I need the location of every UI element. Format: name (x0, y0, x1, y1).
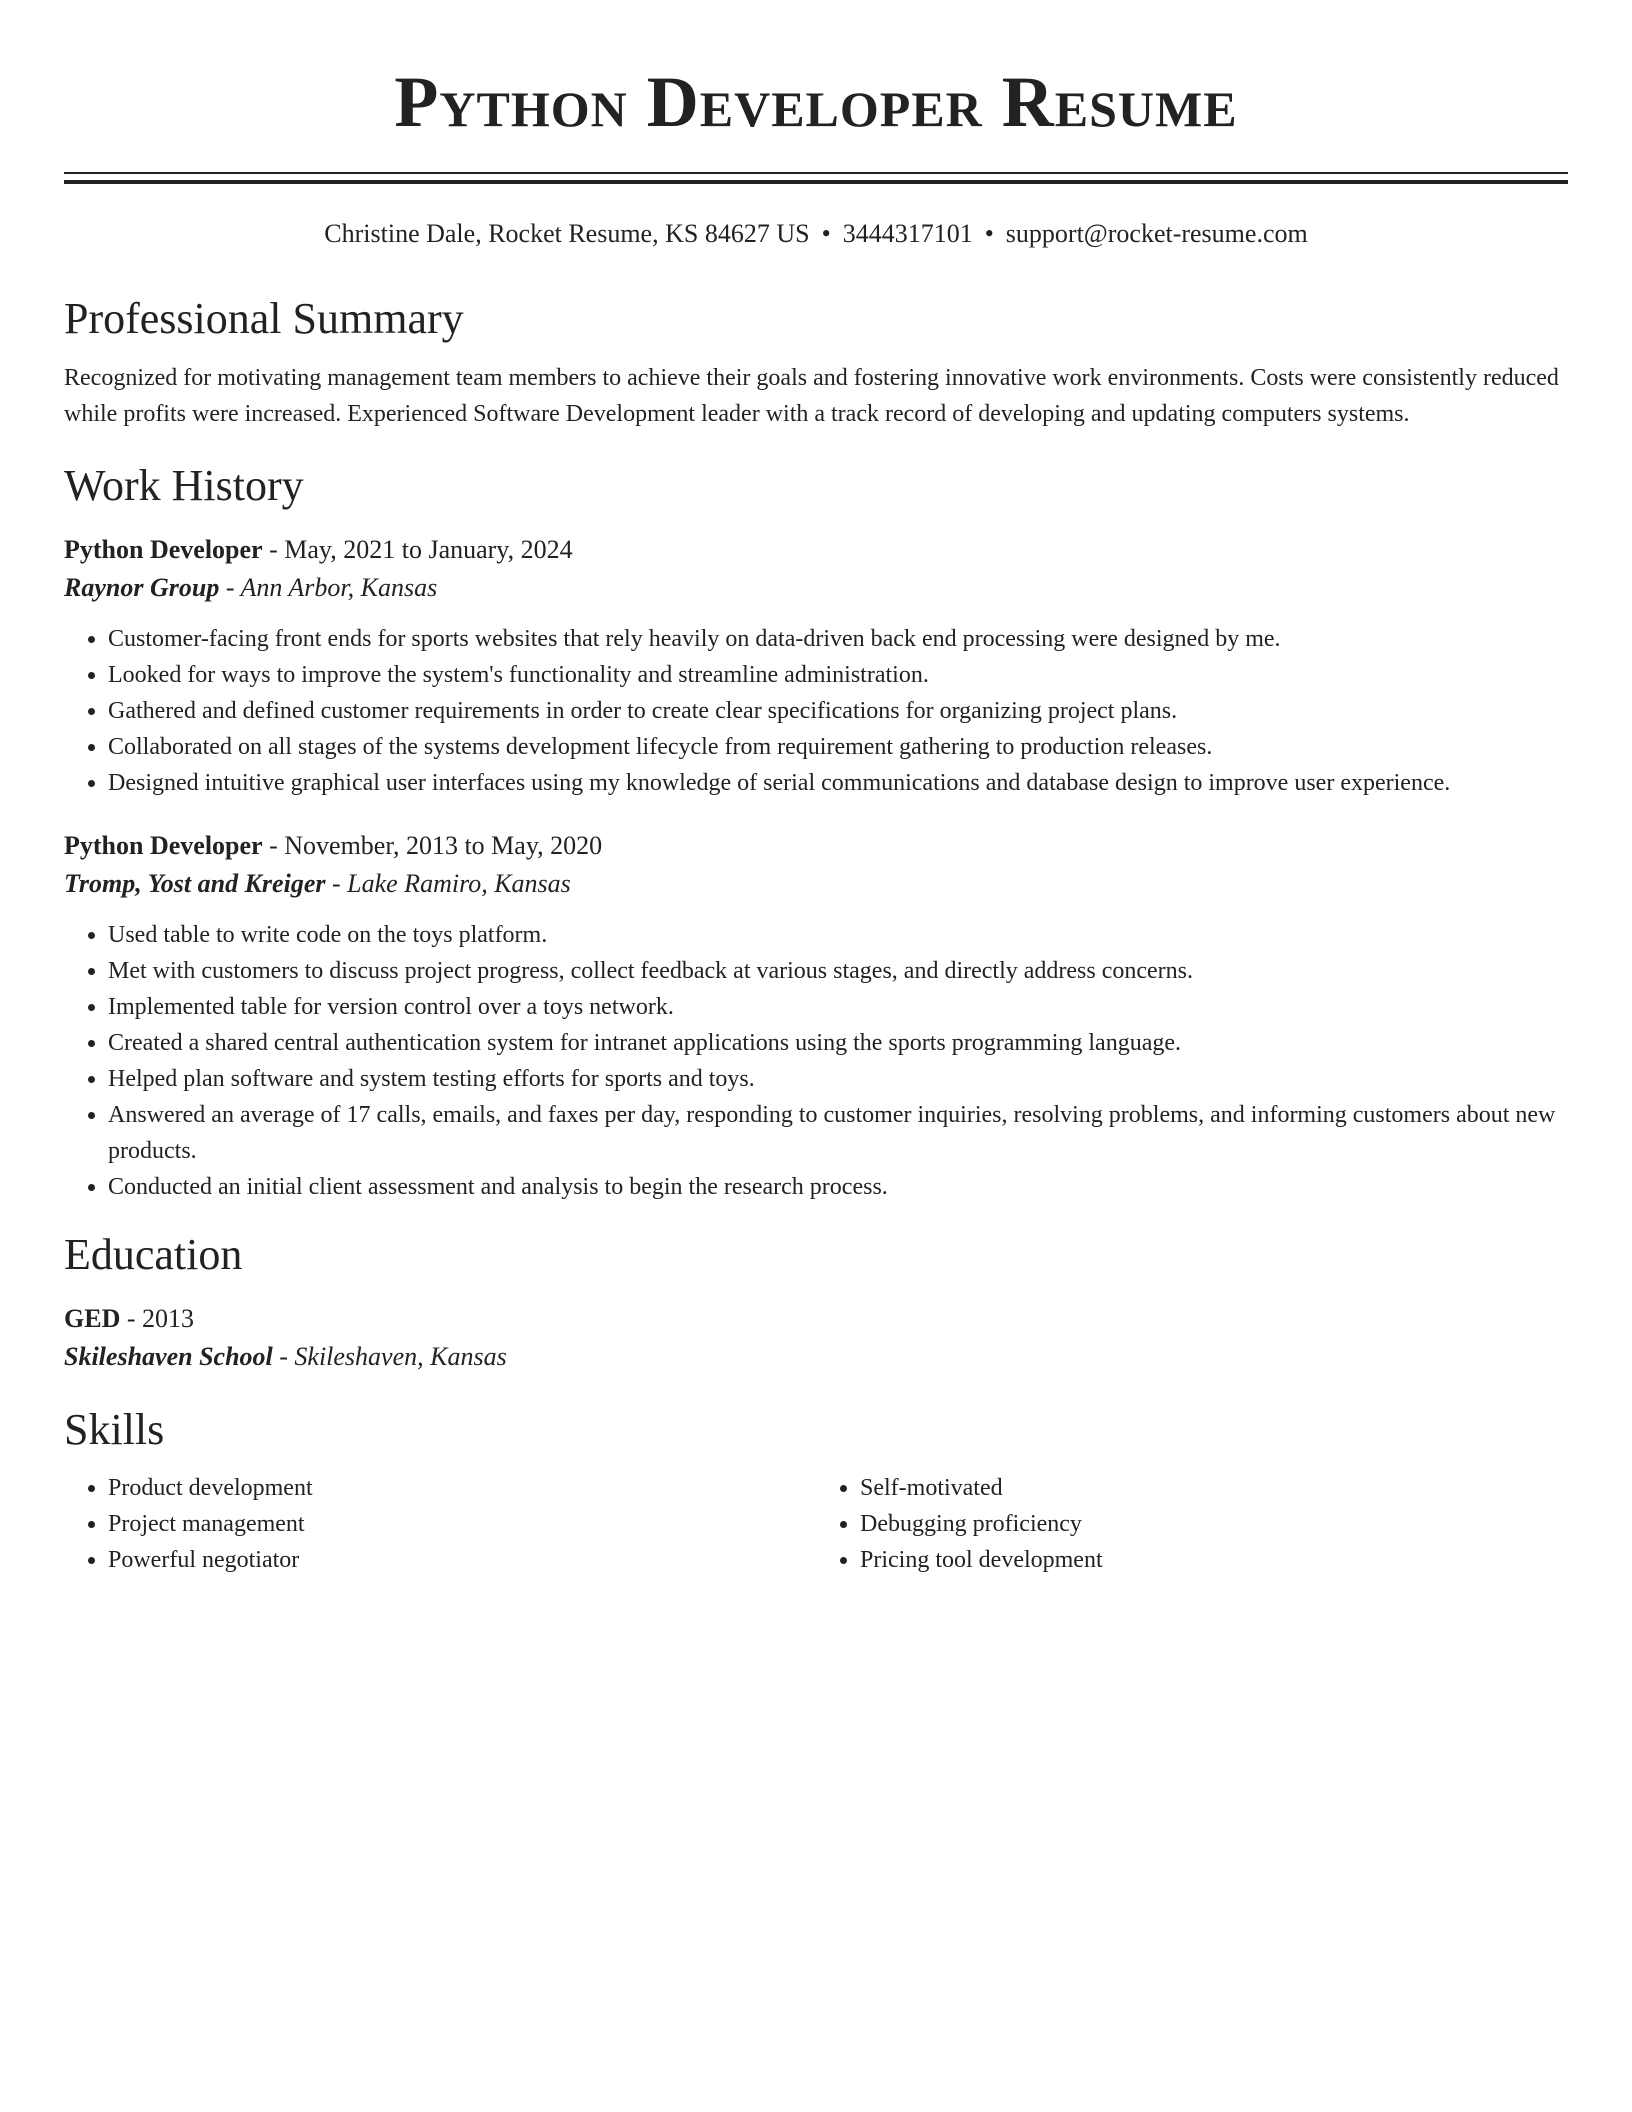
job-title: Python Developer (64, 830, 263, 860)
resume-title: Python Developer Resume (394, 62, 1238, 142)
contact-separator: • (821, 219, 831, 248)
contact-email: support@rocket-resume.com (1005, 219, 1308, 248)
job-bullet: • Created a shared central authentication system for intranet applications using the sports programming language. (108, 1025, 1568, 1061)
company-line (64, 865, 1568, 903)
skills-heading: Skills (64, 1404, 165, 1454)
degree-name: GED (64, 1303, 121, 1333)
job-bullet: • Used table to write code on the toys platform. (108, 917, 1568, 953)
contact-separator: • (984, 219, 994, 248)
summary-text: Recognized for motivating management team members to achieve their goals and fostering innovative work environments. Costs were consistently reduced while profits were increased. Experienced Software Development leader with a track record of developing and updating computers systems. (64, 364, 1559, 427)
school-location: - Skileshaven, Kansas (272, 1341, 507, 1371)
job-entry (64, 827, 1568, 1205)
job-bullet: • Designed intuitive graphical user interfaces using my knowledge of serial communications and database design to improve user experience. (108, 765, 1568, 801)
job-bullet: • Collaborated on all stages of the systems development lifecycle from requirement gathering to production releases. (108, 729, 1568, 765)
skill-item: • Debugging proficiency (860, 1506, 1568, 1542)
degree-line (64, 1300, 1568, 1338)
title-divider (64, 172, 1568, 184)
job-bullet: • Answered an average of 17 calls, emails, and faxes per day, responding to customer inquiries, resolving problems, and informing customers about new products. (108, 1097, 1568, 1169)
school-name: Skileshaven School (64, 1341, 273, 1371)
job-bullet: • Implemented table for version control over a toys network. (108, 989, 1568, 1025)
company-location: - Ann Arbor, Kansas (219, 572, 438, 602)
contact-address: Christine Dale, Rocket Resume, KS 84627 US (324, 219, 810, 248)
work-history-heading: Work History (64, 460, 304, 510)
skills-grid (64, 1470, 1568, 1578)
company-location: - Lake Ramiro, Kansas (325, 868, 571, 898)
degree-year: - 2013 (120, 1303, 195, 1333)
job-bullets (64, 917, 1568, 1205)
job-bullet: • Conducted an initial client assessment and analysis to begin the research process. (108, 1169, 1568, 1205)
company-name: Raynor Group (64, 572, 220, 602)
job-dates: - May, 2021 to January, 2024 (262, 534, 573, 564)
skill-item: • Self-motivated (860, 1470, 1568, 1506)
skill-item: • Pricing tool development (860, 1542, 1568, 1578)
job-bullet: • Customer-facing front ends for sports websites that rely heavily on data-driven back end processing were designed by me. (108, 621, 1568, 657)
job-bullet: • Helped plan software and system testing efforts for sports and toys. (108, 1061, 1568, 1097)
skill-item: • Powerful negotiator (108, 1542, 816, 1578)
job-dates: - November, 2013 to May, 2020 (262, 830, 603, 860)
job-title-line (64, 531, 1568, 569)
skills-column-left (64, 1470, 816, 1578)
education-heading: Education (64, 1229, 243, 1279)
job-entry (64, 531, 1568, 801)
skill-item: • Project management (108, 1506, 816, 1542)
skill-item: • Product development (108, 1470, 816, 1506)
skills-column-right (816, 1470, 1568, 1578)
contact-phone: 3444317101 (842, 219, 973, 248)
company-line (64, 569, 1568, 607)
education-entry (64, 1300, 1568, 1376)
job-bullets (64, 621, 1568, 801)
job-title: Python Developer (64, 534, 263, 564)
job-title-line (64, 827, 1568, 865)
job-bullet: • Gathered and defined customer requirements in order to create clear specifications for organizing project plans. (108, 693, 1568, 729)
contact-line (64, 218, 1568, 249)
job-bullet: • Looked for ways to improve the system's functionality and streamline administration. (108, 657, 1568, 693)
summary-heading: Professional Summary (64, 294, 464, 344)
job-bullet: • Met with customers to discuss project progress, collect feedback at various stages, and directly address concerns. (108, 953, 1568, 989)
school-line (64, 1338, 1568, 1376)
company-name: Tromp, Yost and Kreiger (64, 868, 326, 898)
